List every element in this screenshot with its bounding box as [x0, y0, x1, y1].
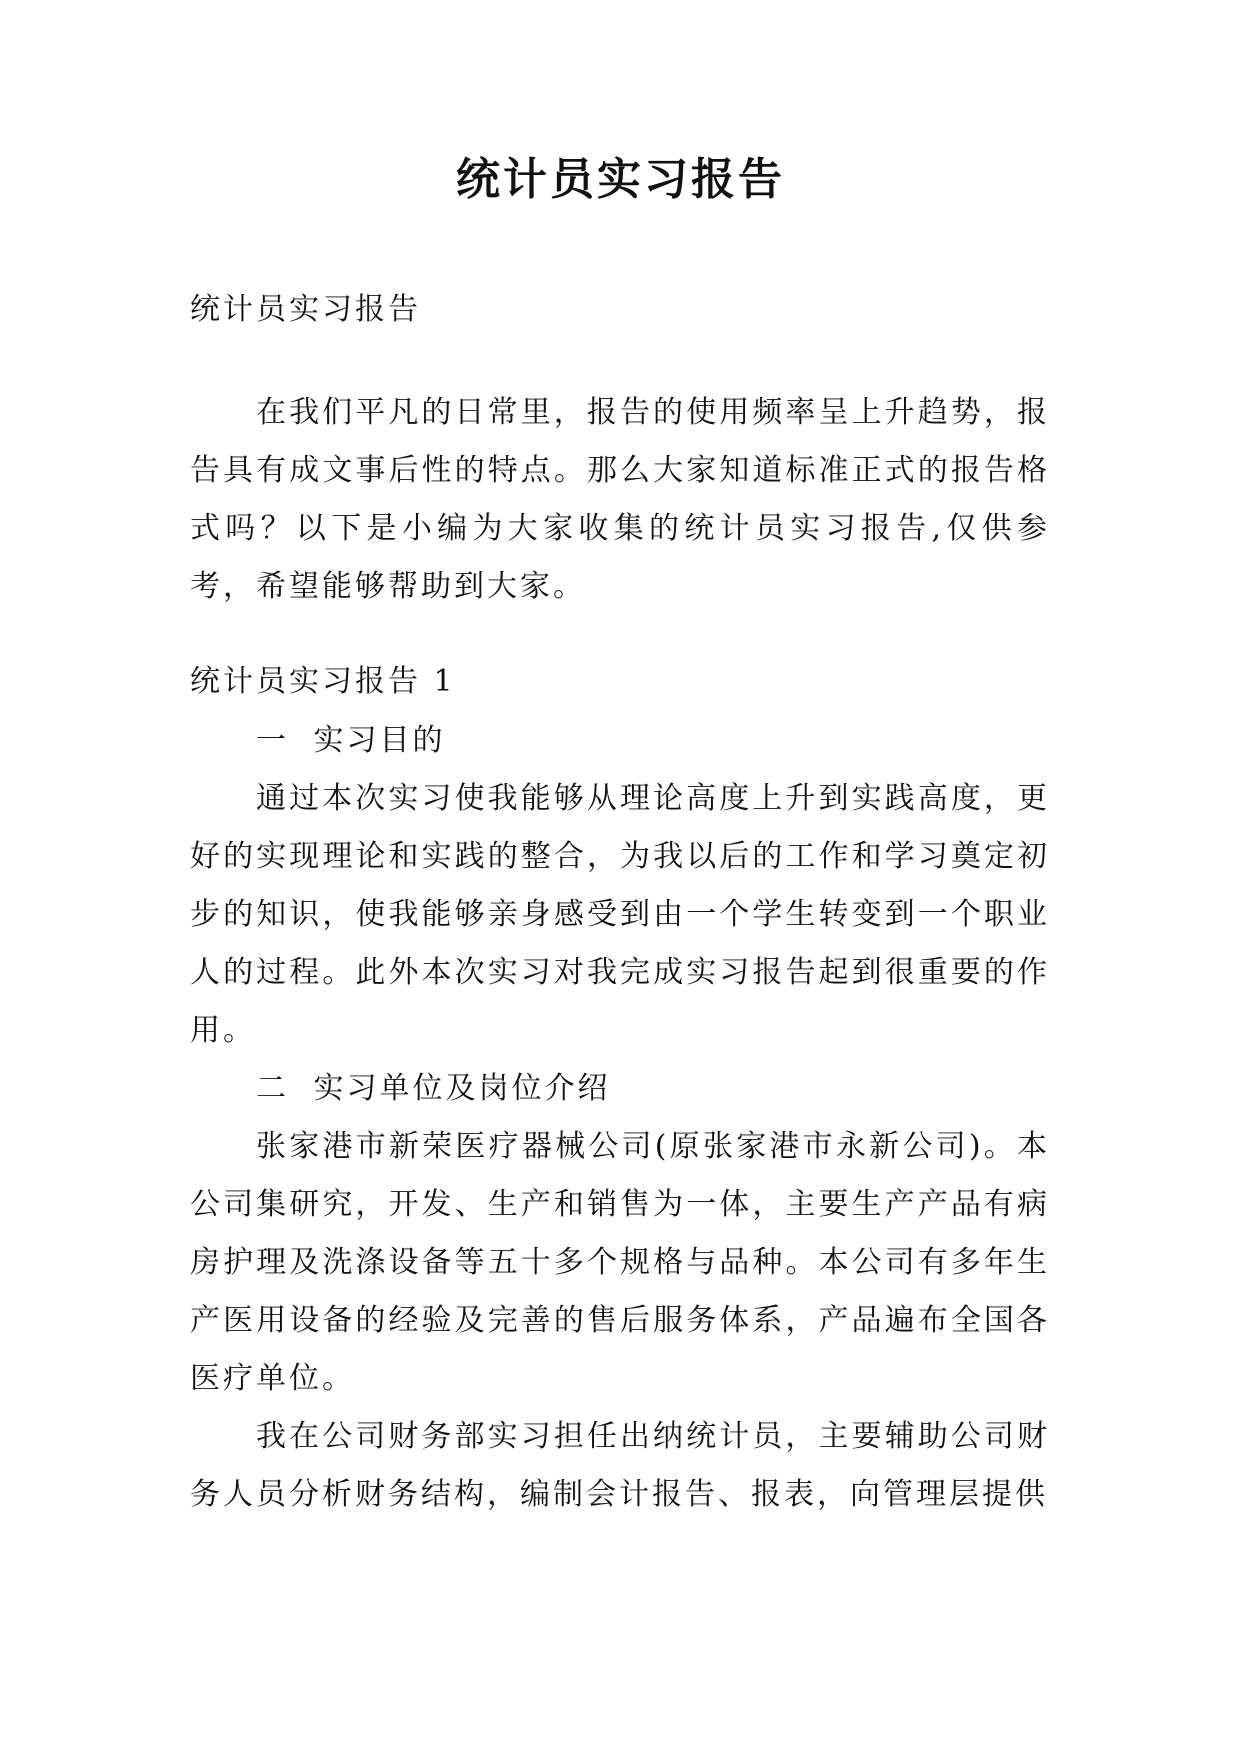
- paragraph-purpose: 通过本次实习使我能够从理论高度上升到实践高度，更好的实现理论和实践的整合，为我以后的工作和学习奠定初步的知识，使我能够亲身感受到由一个学生转变到一个职业人的过程。此外本次实习对我完成实习报告起到很重要的作用。: [190, 781, 1050, 1048]
- heading-purpose: 一 实习目的: [256, 723, 446, 758]
- document-body: [190, 290, 1050, 1524]
- paragraph-role: 我在公司财务部实习担任出纳统计员，主要辅助公司财务人员分析财务结构，编制会计报告、报表，向管理层提供: [190, 1419, 1050, 1512]
- paragraph-company: 张家港市新荣医疗器械公司(原张家港市永新公司)。本公司集研究，开发、生产和销售为一体，主要生产产品有病房护理及洗涤设备等五十多个规格与品种。本公司有多年生产医用设备的经验及完善的售后服务体系，产品遍布全国各医疗单位。: [190, 1129, 1050, 1396]
- document-title: 统计员实习报告: [456, 154, 785, 205]
- document-subtitle: 统计员实习报告: [190, 292, 421, 327]
- intro-paragraph: 在我们平凡的日常里，报告的使用频率呈上升趋势，报告具有成文事后性的特点。那么大家知道标准正式的报告格式吗？以下是小编为大家收集的统计员实习报告,仅供参考，希望能够帮助到大家。: [190, 395, 1050, 604]
- heading-company-intro: 二 实习单位及岗位介绍: [256, 1071, 611, 1106]
- section-title: 统计员实习报告 1: [190, 664, 456, 699]
